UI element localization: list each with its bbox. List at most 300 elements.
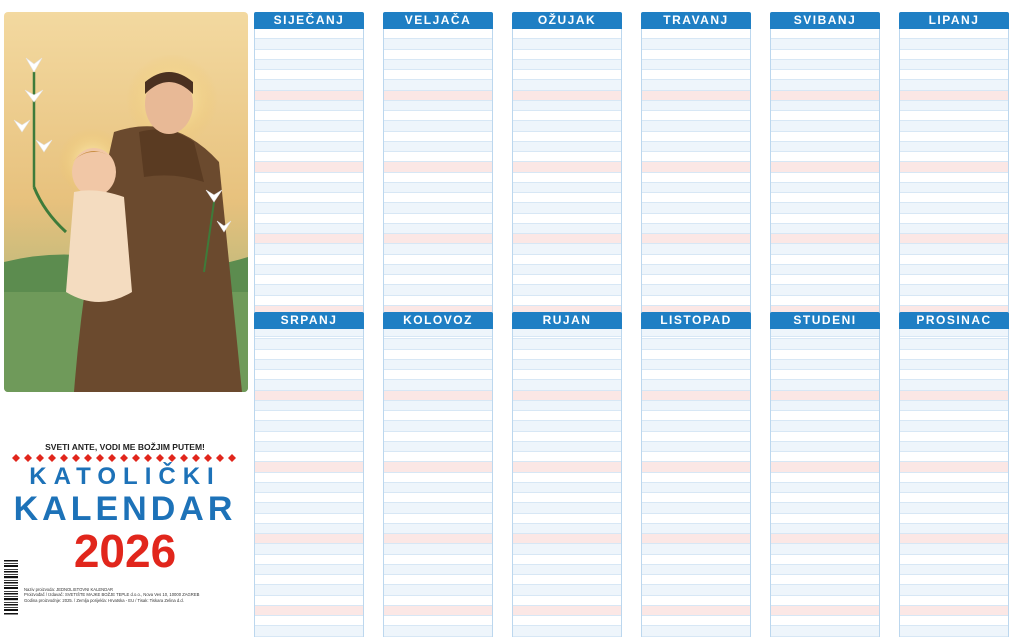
day-row [513, 380, 621, 390]
day-row [384, 80, 492, 90]
day-row [513, 101, 621, 111]
day-row [384, 162, 492, 172]
day-row [900, 121, 1008, 131]
day-row [513, 421, 621, 431]
day-row [642, 514, 750, 524]
day-row [384, 493, 492, 503]
day-row [642, 555, 750, 565]
day-row [384, 360, 492, 370]
day-row [384, 296, 492, 306]
day-row [642, 285, 750, 295]
brand-title-line1: KATOLIČKI [29, 463, 221, 490]
day-row [255, 503, 363, 513]
day-row [642, 111, 750, 121]
day-row [900, 285, 1008, 295]
day-row [255, 29, 363, 39]
day-row [771, 524, 879, 534]
day-row [642, 544, 750, 554]
day-row [771, 111, 879, 121]
day-row [513, 203, 621, 213]
day-row [255, 596, 363, 606]
day-row [255, 370, 363, 380]
day-row [513, 39, 621, 49]
saint-anthony-painting [4, 12, 248, 392]
month-block [899, 312, 1009, 637]
day-row [771, 606, 879, 616]
day-row [900, 80, 1008, 90]
months-grid [252, 12, 1028, 608]
day-row [642, 411, 750, 421]
day-row [642, 203, 750, 213]
day-row [255, 173, 363, 183]
day-row [384, 626, 492, 636]
day-row [900, 452, 1008, 462]
day-row [384, 214, 492, 224]
day-row [900, 50, 1008, 60]
day-row [900, 255, 1008, 265]
day-row [513, 462, 621, 472]
day-row [255, 255, 363, 265]
month-header: TRAVANJ [641, 12, 751, 29]
month-days [899, 29, 1009, 337]
day-row [384, 234, 492, 244]
day-row [900, 203, 1008, 213]
day-row [513, 214, 621, 224]
day-row [255, 462, 363, 472]
publisher-line: Naziv proizvoda: JEDNOLISTOVNI KALENDAR [24, 587, 114, 592]
day-row [642, 524, 750, 534]
day-row [513, 142, 621, 152]
day-row [255, 224, 363, 234]
day-row [900, 493, 1008, 503]
day-row [771, 483, 879, 493]
day-row [642, 565, 750, 575]
day-row [771, 360, 879, 370]
day-row [771, 80, 879, 90]
day-row [384, 339, 492, 349]
month-header: RUJAN [512, 312, 622, 329]
day-row [642, 432, 750, 442]
day-row [900, 339, 1008, 349]
month-block [512, 12, 622, 337]
day-row [513, 285, 621, 295]
day-row [513, 70, 621, 80]
day-row [900, 596, 1008, 606]
day-row [513, 91, 621, 101]
day-row [771, 121, 879, 131]
day-row [771, 29, 879, 39]
month-days [254, 329, 364, 637]
day-row [900, 462, 1008, 472]
day-row [255, 473, 363, 483]
day-row [384, 555, 492, 565]
day-row [255, 524, 363, 534]
day-row [513, 244, 621, 254]
day-row [255, 401, 363, 411]
day-row [255, 432, 363, 442]
month-days [512, 29, 622, 337]
day-row [900, 29, 1008, 39]
day-row [255, 285, 363, 295]
day-row [384, 370, 492, 380]
day-row [513, 585, 621, 595]
day-row [384, 442, 492, 452]
day-row [255, 132, 363, 142]
day-row [255, 162, 363, 172]
day-row [255, 380, 363, 390]
day-row [642, 370, 750, 380]
day-row [642, 421, 750, 431]
day-row [513, 60, 621, 70]
day-row [513, 121, 621, 131]
day-row [255, 70, 363, 80]
day-row [900, 183, 1008, 193]
day-row [384, 152, 492, 162]
day-row [384, 265, 492, 275]
month-header: SIJEČANJ [254, 12, 364, 29]
day-row [642, 275, 750, 285]
day-row [255, 50, 363, 60]
day-row [513, 80, 621, 90]
day-row [384, 244, 492, 254]
day-row [771, 203, 879, 213]
day-row [255, 442, 363, 452]
day-row [384, 616, 492, 626]
calendar-year: 2026 [73, 525, 177, 577]
day-row [771, 214, 879, 224]
painting-image [4, 12, 248, 392]
day-row [255, 296, 363, 306]
day-row [642, 50, 750, 60]
day-row [255, 616, 363, 626]
day-row [900, 234, 1008, 244]
day-row [513, 514, 621, 524]
day-row [642, 80, 750, 90]
month-header: KOLOVOZ [383, 312, 493, 329]
day-row [255, 142, 363, 152]
day-row [384, 462, 492, 472]
month-header: LISTOPAD [641, 312, 751, 329]
day-row [255, 111, 363, 121]
day-row [771, 224, 879, 234]
day-row [900, 111, 1008, 121]
day-row [771, 350, 879, 360]
day-row [771, 401, 879, 411]
day-row [771, 585, 879, 595]
day-row [255, 421, 363, 431]
day-row [642, 360, 750, 370]
day-row [771, 616, 879, 626]
day-row [642, 29, 750, 39]
day-row [900, 370, 1008, 380]
day-row [384, 483, 492, 493]
day-row [771, 514, 879, 524]
day-row [642, 606, 750, 616]
day-row [384, 142, 492, 152]
day-row [255, 214, 363, 224]
day-row [255, 585, 363, 595]
day-row [642, 483, 750, 493]
day-row [513, 493, 621, 503]
day-row [642, 132, 750, 142]
day-row [255, 80, 363, 90]
day-row [642, 626, 750, 636]
day-row [771, 432, 879, 442]
day-row [642, 575, 750, 585]
day-row [642, 244, 750, 254]
day-row [771, 370, 879, 380]
day-row [900, 152, 1008, 162]
day-row [771, 544, 879, 554]
day-row [255, 60, 363, 70]
day-row [513, 534, 621, 544]
day-row [384, 514, 492, 524]
day-row [900, 555, 1008, 565]
month-block [383, 312, 493, 637]
day-row [900, 350, 1008, 360]
day-row [771, 285, 879, 295]
day-row [255, 152, 363, 162]
day-row [513, 183, 621, 193]
day-row [900, 224, 1008, 234]
day-row [513, 503, 621, 513]
day-row [642, 585, 750, 595]
day-row [900, 329, 1008, 339]
day-row [255, 360, 363, 370]
day-row [255, 493, 363, 503]
day-row [900, 401, 1008, 411]
day-row [513, 432, 621, 442]
day-row [384, 224, 492, 234]
day-row [771, 473, 879, 483]
day-row [513, 596, 621, 606]
day-row [513, 265, 621, 275]
day-row [513, 473, 621, 483]
day-row [642, 616, 750, 626]
day-row [513, 296, 621, 306]
day-row [513, 152, 621, 162]
day-row [255, 544, 363, 554]
day-row [771, 142, 879, 152]
day-row [384, 285, 492, 295]
month-days [641, 29, 751, 337]
day-row [642, 493, 750, 503]
day-row [513, 360, 621, 370]
day-row [513, 255, 621, 265]
day-row [771, 296, 879, 306]
day-row [771, 421, 879, 431]
day-row [900, 70, 1008, 80]
day-row [900, 411, 1008, 421]
month-header: OŽUJAK [512, 12, 622, 29]
day-row [384, 39, 492, 49]
month-header: STUDENI [770, 312, 880, 329]
day-row [513, 193, 621, 203]
publisher-info [24, 587, 250, 603]
day-row [771, 101, 879, 111]
day-row [384, 411, 492, 421]
day-row [771, 60, 879, 70]
barcode-icon [4, 560, 18, 616]
day-row [900, 503, 1008, 513]
day-row [384, 380, 492, 390]
day-row [384, 401, 492, 411]
day-row [642, 224, 750, 234]
day-row [642, 152, 750, 162]
day-row [900, 173, 1008, 183]
day-row [900, 360, 1008, 370]
day-row [900, 60, 1008, 70]
day-row [642, 70, 750, 80]
month-days [641, 329, 751, 637]
day-row [900, 616, 1008, 626]
day-row [513, 555, 621, 565]
day-row [771, 493, 879, 503]
month-header: VELJAČA [383, 12, 493, 29]
day-row [384, 132, 492, 142]
day-row [513, 275, 621, 285]
day-row [900, 626, 1008, 636]
day-row [900, 162, 1008, 172]
month-block [641, 312, 751, 637]
day-row [513, 452, 621, 462]
day-row [255, 203, 363, 213]
day-row [642, 91, 750, 101]
day-row [255, 350, 363, 360]
day-row [900, 39, 1008, 49]
publisher-line: Proizvođač / Izdavač: SVETIŠTE MAJKE BOŽJE TEPLE d.o.o., Nova Ves 10, 10000 ZAGREB [24, 592, 200, 598]
day-row [513, 111, 621, 121]
day-row [642, 193, 750, 203]
brand-title-line2: KALENDAR [13, 490, 237, 528]
day-row [513, 350, 621, 360]
day-row [771, 452, 879, 462]
day-row [642, 60, 750, 70]
day-row [642, 473, 750, 483]
day-row [900, 132, 1008, 142]
month-days [254, 29, 364, 337]
day-row [771, 50, 879, 60]
day-row [255, 514, 363, 524]
day-row [384, 329, 492, 339]
day-row [384, 70, 492, 80]
day-row [771, 411, 879, 421]
day-row [513, 132, 621, 142]
day-row [642, 121, 750, 131]
day-row [384, 275, 492, 285]
day-row [255, 101, 363, 111]
day-row [255, 234, 363, 244]
day-row [771, 70, 879, 80]
day-row [513, 544, 621, 554]
day-row [771, 183, 879, 193]
day-row [642, 329, 750, 339]
day-row [771, 339, 879, 349]
day-row [900, 524, 1008, 534]
day-row [642, 462, 750, 472]
day-row [384, 50, 492, 60]
day-row [384, 193, 492, 203]
day-row [900, 244, 1008, 254]
day-row [642, 255, 750, 265]
day-row [384, 391, 492, 401]
day-row [900, 421, 1008, 431]
day-row [642, 391, 750, 401]
day-row [384, 101, 492, 111]
day-row [384, 421, 492, 431]
day-row [771, 626, 879, 636]
day-row [771, 503, 879, 513]
day-row [384, 503, 492, 513]
day-row [900, 565, 1008, 575]
day-row [771, 555, 879, 565]
day-row [900, 214, 1008, 224]
day-row [384, 121, 492, 131]
day-row [513, 370, 621, 380]
day-row [900, 265, 1008, 275]
day-row [384, 60, 492, 70]
day-row [384, 432, 492, 442]
day-row [384, 255, 492, 265]
day-row [771, 39, 879, 49]
day-row [900, 483, 1008, 493]
day-row [255, 265, 363, 275]
day-row [771, 575, 879, 585]
day-row [384, 452, 492, 462]
day-row [771, 462, 879, 472]
day-row [642, 596, 750, 606]
day-row [900, 442, 1008, 452]
day-row [513, 524, 621, 534]
month-block [512, 312, 622, 637]
day-row [384, 173, 492, 183]
month-block [254, 312, 364, 637]
day-row [384, 596, 492, 606]
day-row [384, 544, 492, 554]
day-row [513, 606, 621, 616]
day-row [384, 29, 492, 39]
day-row [513, 616, 621, 626]
day-row [900, 391, 1008, 401]
day-row [513, 483, 621, 493]
month-header: SVIBANJ [770, 12, 880, 29]
day-row [642, 183, 750, 193]
day-row [384, 473, 492, 483]
day-row [642, 442, 750, 452]
day-row [771, 442, 879, 452]
day-row [255, 193, 363, 203]
day-row [255, 339, 363, 349]
month-header: LIPANJ [899, 12, 1009, 29]
day-row [642, 173, 750, 183]
day-row [255, 626, 363, 636]
month-days [899, 329, 1009, 637]
day-row [642, 503, 750, 513]
month-days [383, 29, 493, 337]
day-row [771, 329, 879, 339]
day-row [771, 244, 879, 254]
day-row [900, 585, 1008, 595]
day-row [255, 534, 363, 544]
day-row [513, 339, 621, 349]
day-row [255, 411, 363, 421]
motto: SVETI ANTE, VODI ME BOŽJIM PUTEM! [45, 442, 205, 452]
day-row [900, 296, 1008, 306]
day-row [255, 575, 363, 585]
month-block [770, 312, 880, 637]
day-row [771, 565, 879, 575]
day-row [255, 329, 363, 339]
